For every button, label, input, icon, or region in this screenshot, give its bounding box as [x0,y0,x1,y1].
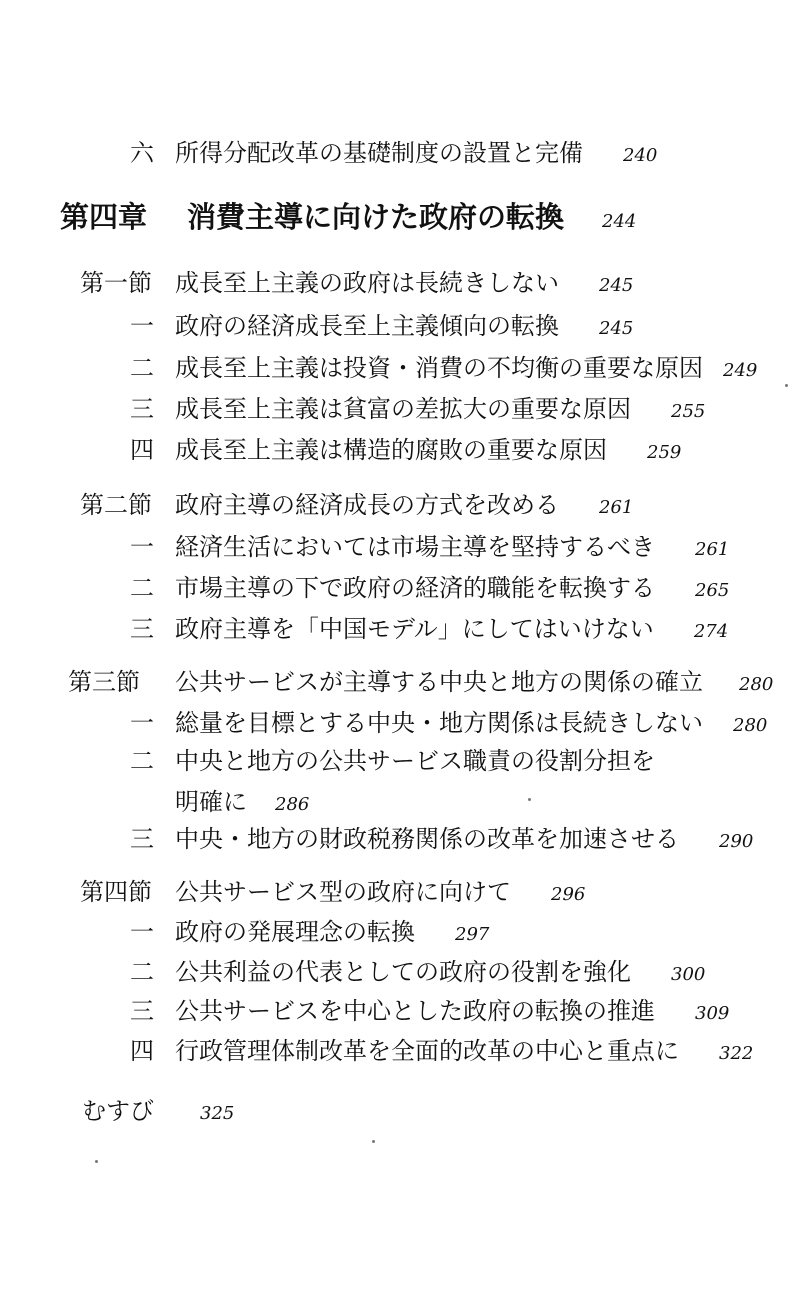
section-title: 公共サービスが主導する中央と地方の関係の確立 [175,668,703,696]
entry-title: 市場主導の下で政府の経済的職能を転換する [175,574,655,602]
page-number: 286 [275,794,310,815]
page-number: 297 [455,924,490,945]
page-number: 322 [719,1043,754,1064]
entry-title: 公共サービスを中心とした政府の転換の推進 [175,997,655,1025]
item-number: 一 [130,709,154,737]
entry-title: 成長至上主義は投資・消費の不均衡の重要な原因 [175,354,703,382]
toc-entry[interactable] [130,353,757,386]
entry-title: 行政管理体制改革を全面的改革の中心と重点に [175,1037,679,1065]
entry-title: 成長至上主義は構造的腐敗の重要な原因 [175,436,607,464]
page-number: 261 [695,539,730,560]
entry-title: 所得分配改革の基礎制度の設置と完備 [175,139,583,167]
entry-title: 政府の経済成長至上主義傾向の転換 [175,312,559,340]
item-number: 二 [130,574,154,602]
page-number: 245 [599,318,634,339]
entry-title: 政府の発展理念の転換 [175,918,415,946]
scan-speck [528,798,531,801]
toc-entry[interactable] [130,532,729,565]
toc-entry[interactable] [130,824,753,857]
item-number: 三 [130,997,154,1025]
toc-entry[interactable] [130,1036,753,1069]
item-number: 三 [130,395,154,423]
page-number: 274 [693,621,729,642]
chapter-heading[interactable] [60,199,636,240]
section-number: 第二節 [80,491,152,519]
item-number: 三 [130,825,154,853]
item-number: 二 [130,747,154,775]
page-number: 265 [695,580,730,601]
chapter-title: 消費主導に向けた政府の転換 [187,200,565,234]
item-number: 四 [130,436,154,464]
toc-entry-continuation[interactable] [175,787,309,820]
section-number: 第三節 [68,668,140,696]
scan-speck [372,1140,375,1143]
page-number: 249 [723,360,758,381]
entry-title: 総量を目標とする中央・地方関係は長続きしない [175,709,703,737]
chapter-number: 第四章 [60,200,148,234]
page-number: 296 [551,884,586,905]
entry-title-continued: 明確に [175,788,247,816]
page-number: 290 [719,831,754,852]
page-number: 245 [599,275,634,296]
item-number: 一 [130,533,154,561]
item-number: 四 [130,1037,154,1065]
page-number: 259 [647,442,682,463]
scan-speck [95,1160,98,1163]
toc-entry[interactable] [130,311,633,344]
entry-title: 公共利益の代表としての政府の役割を強化 [175,958,631,986]
section-heading[interactable] [80,268,633,301]
entry-title: 中央・地方の財政税務関係の改革を加速させる [175,825,679,853]
page-number: 325 [200,1103,235,1124]
section-heading[interactable] [80,490,633,523]
item-number: 六 [130,139,154,167]
page-number: 309 [695,1003,730,1024]
section-title: 成長至上主義の政府は長続きしない [175,269,559,297]
item-number: 一 [130,918,154,946]
item-number: 二 [130,354,154,382]
toc-entry[interactable] [130,996,729,1029]
toc-entry[interactable] [130,394,705,427]
section-heading[interactable] [80,877,585,910]
section-number: 第四節 [80,878,152,906]
toc-entry[interactable] [130,957,705,990]
section-number: 第一節 [80,269,152,297]
toc-entry[interactable] [130,138,657,171]
toc-entry[interactable] [130,573,729,606]
item-number: 一 [130,312,154,340]
item-number: 三 [130,615,154,643]
section-title: 政府主導の経済成長の方式を改める [175,491,559,519]
page-number: 240 [623,145,658,166]
page-number: 300 [671,964,706,985]
toc-entry[interactable] [130,435,681,468]
toc-entry[interactable] [130,708,767,741]
scan-speck [785,384,788,387]
page-number: 280 [739,674,774,695]
section-heading[interactable] [68,667,773,700]
item-number: 二 [130,958,154,986]
toc-entry[interactable] [130,917,489,950]
entry-title: 経済生活においては市場主導を堅持するべき [175,533,655,561]
entry-title: むすび [82,1097,154,1125]
toc-entry[interactable] [130,746,655,776]
entry-title: 成長至上主義は貧富の差拡大の重要な原因 [175,395,631,423]
conclusion-entry[interactable] [82,1096,234,1129]
entry-title: 中央と地方の公共サービス職責の役割分担を [175,747,655,775]
page-number: 255 [671,401,706,422]
toc-entry[interactable] [130,614,728,647]
section-title: 公共サービス型の政府に向けて [175,878,511,906]
page-number: 280 [733,715,768,736]
page-number: 261 [599,497,634,518]
entry-title: 政府主導を「中国モデル」にしてはいけない [175,615,654,643]
page-number: 244 [602,211,637,232]
